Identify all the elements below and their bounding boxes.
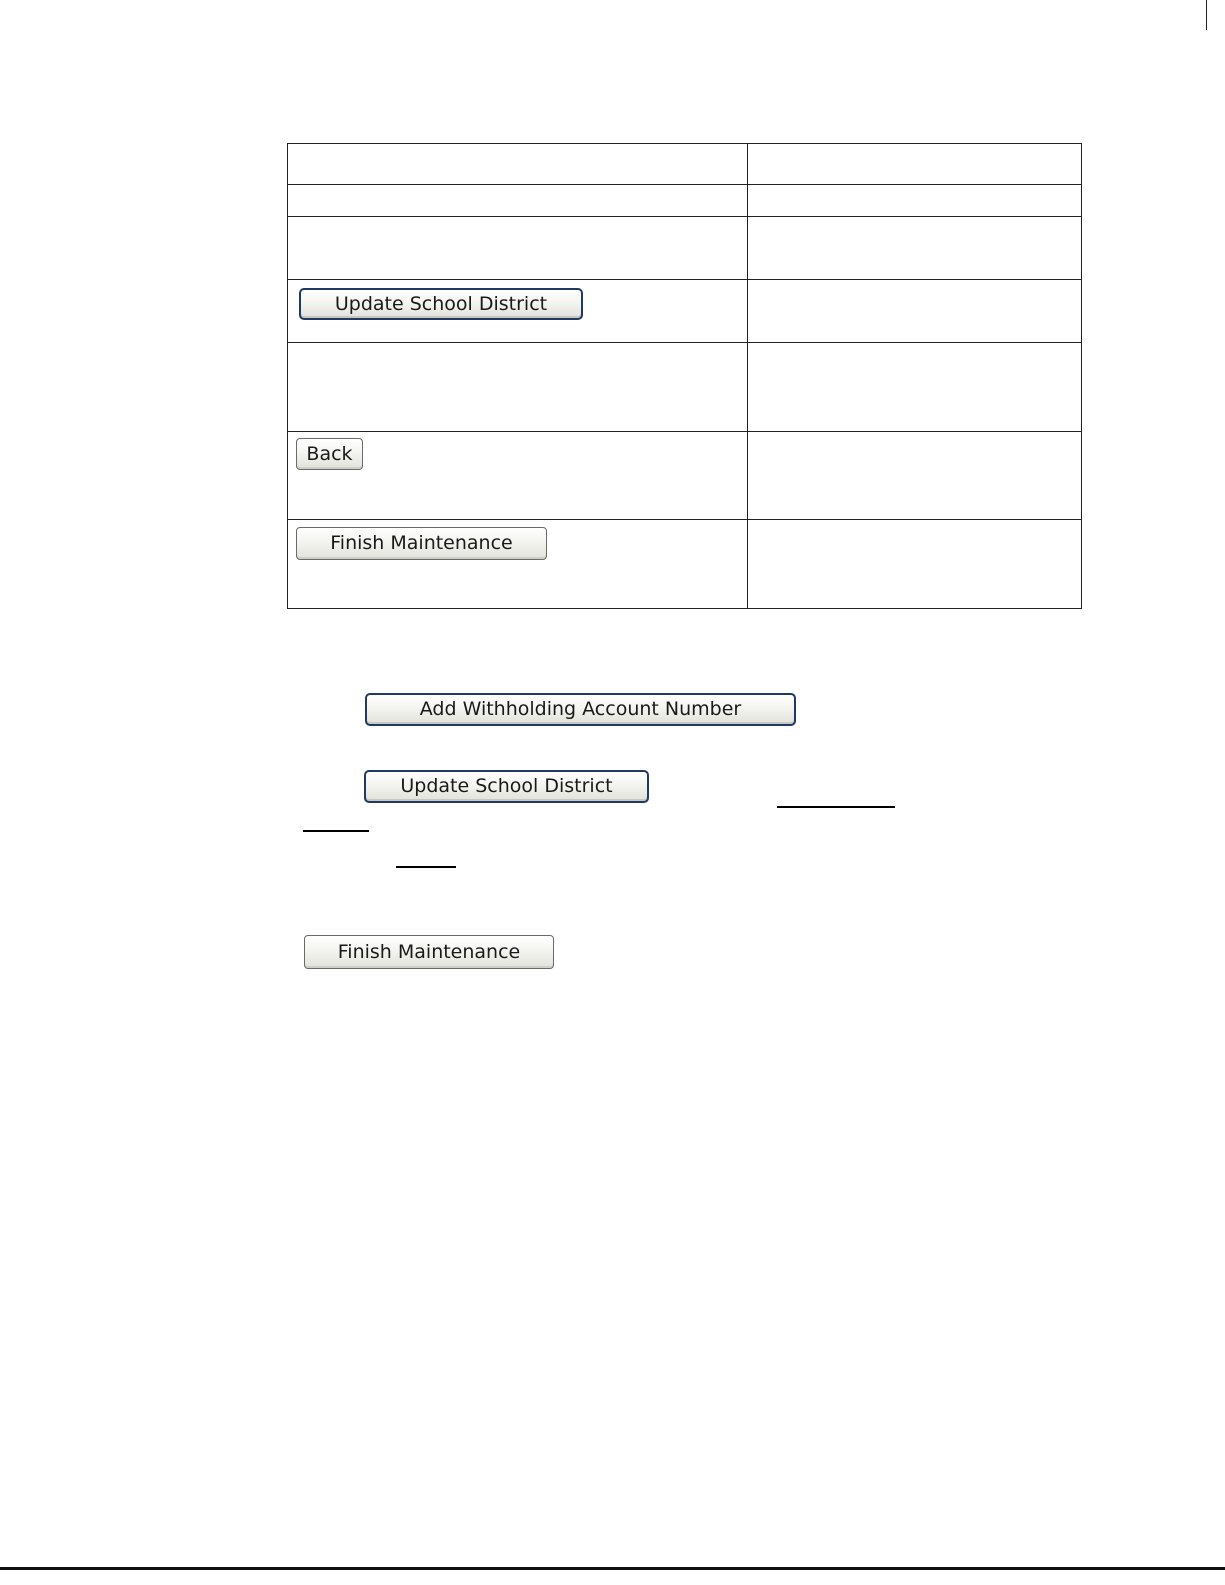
table-cell bbox=[288, 217, 748, 280]
table-cell bbox=[288, 144, 748, 185]
table-cell bbox=[748, 343, 1082, 432]
body-update-school-district-button[interactable]: Update School District bbox=[364, 770, 649, 803]
table-cell bbox=[288, 343, 748, 432]
table-cell bbox=[748, 217, 1082, 280]
table-update-school-district-button[interactable]: Update School District bbox=[299, 288, 583, 320]
table-cell bbox=[748, 280, 1082, 343]
add-withholding-account-number-button[interactable]: Add Withholding Account Number bbox=[365, 693, 796, 726]
table-cell bbox=[748, 185, 1082, 217]
table-row bbox=[288, 185, 1082, 217]
footer-rule bbox=[0, 1567, 1225, 1570]
table-row bbox=[288, 144, 1082, 185]
table-cell bbox=[748, 432, 1082, 520]
table-finish-maintenance-button[interactable]: Finish Maintenance bbox=[296, 527, 547, 560]
table-cell bbox=[288, 185, 748, 217]
link-underline[interactable] bbox=[777, 806, 895, 808]
table-row bbox=[288, 217, 1082, 280]
body-finish-maintenance-button[interactable]: Finish Maintenance bbox=[304, 935, 554, 969]
table-row bbox=[288, 432, 1082, 520]
table-row bbox=[288, 343, 1082, 432]
table-cell bbox=[748, 144, 1082, 185]
table-back-button[interactable]: Back bbox=[296, 438, 363, 470]
table-cell bbox=[748, 520, 1082, 609]
link-underline[interactable] bbox=[396, 866, 456, 868]
corner-mark bbox=[1206, 0, 1207, 30]
link-underline[interactable] bbox=[303, 830, 369, 832]
